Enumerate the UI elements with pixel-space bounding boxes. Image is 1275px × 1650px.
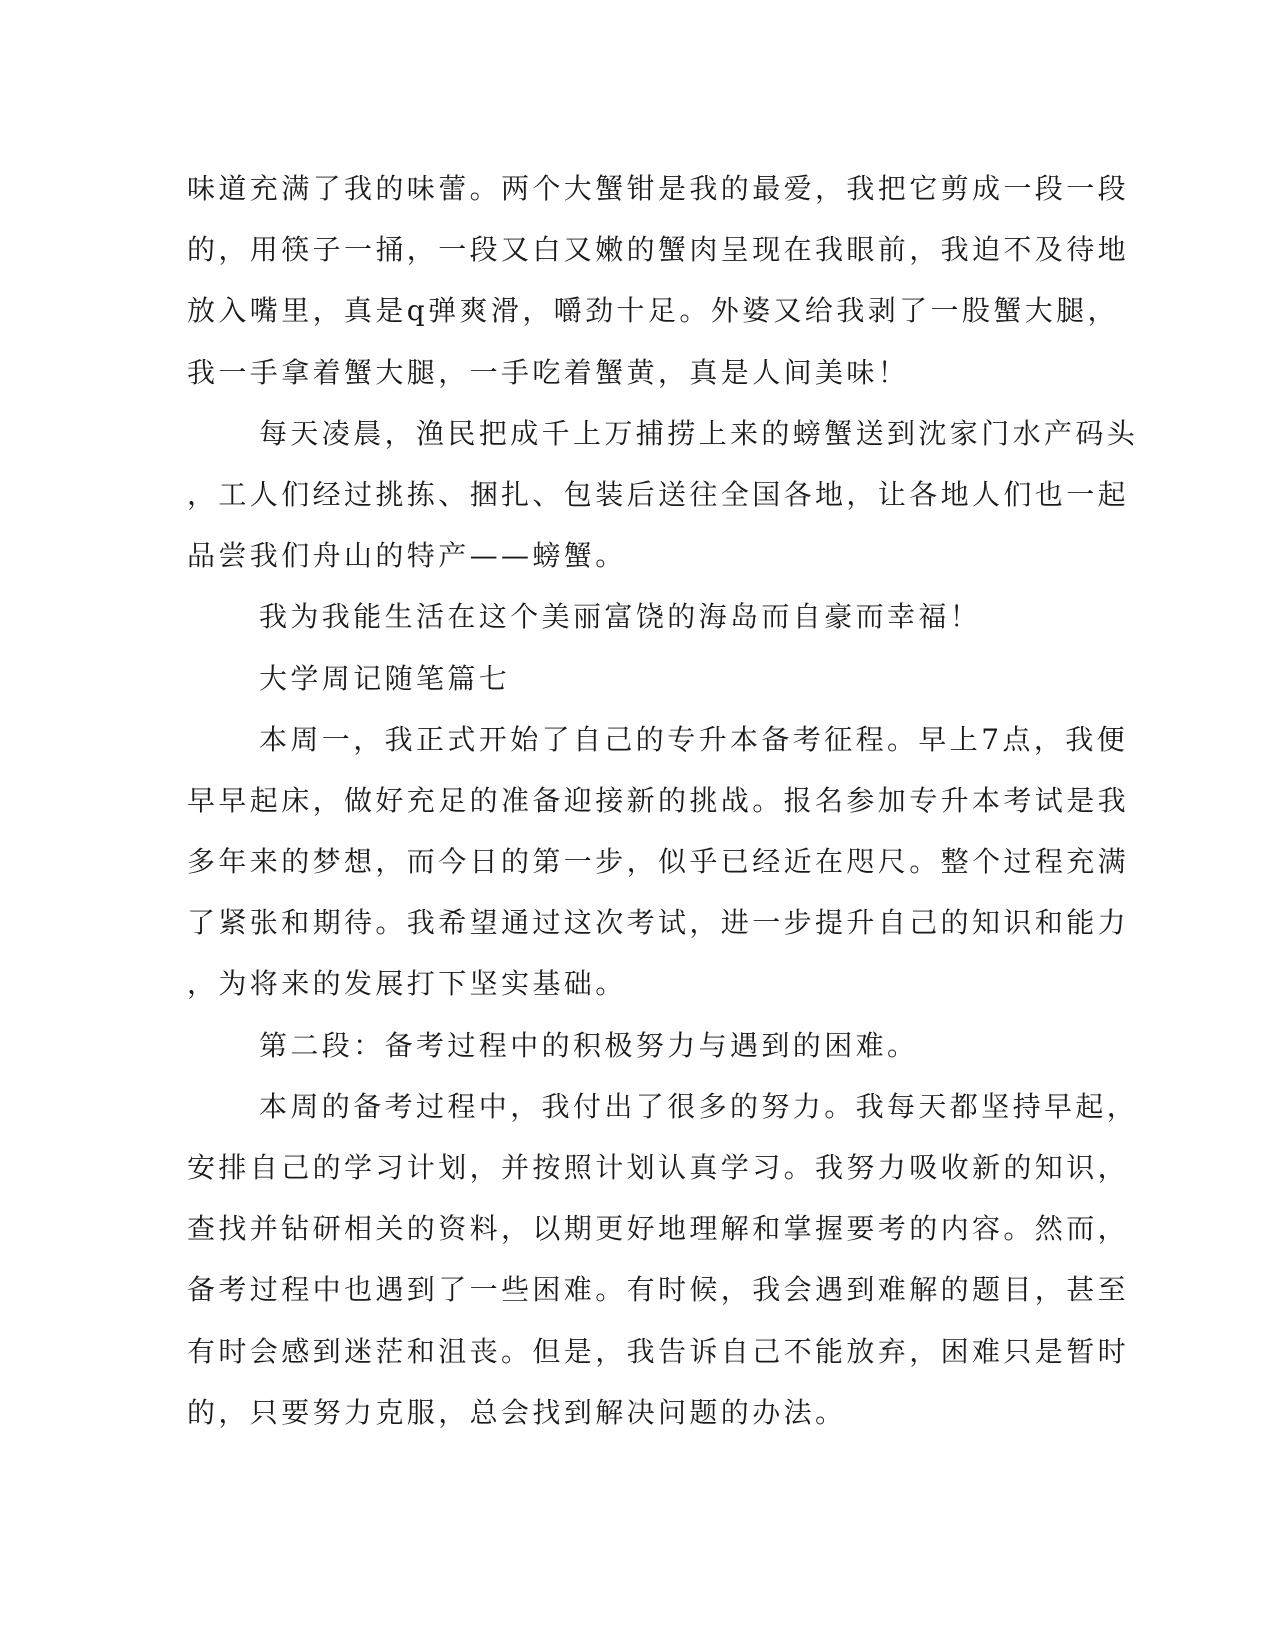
text-line: 安排自己的学习计划，并按照计划认真学习。我努力吸收新的知识， bbox=[187, 1151, 1130, 1184]
text-line: 放入嘴里，真是q弹爽滑，嚼劲十足。外婆又给我剥了一股蟹大腿， bbox=[187, 294, 1119, 328]
text-line: 了紧张和期待。我希望通过这次考试，进一步提升自己的知识和能力 bbox=[187, 906, 1130, 940]
text-line: 每天凌晨，渔民把成千上万捕捞上来的螃蟹送到沈家门水产码头 bbox=[259, 416, 1139, 450]
text-line: 我为我能生活在这个美丽富饶的海岛而自豪而幸福！ bbox=[259, 600, 982, 634]
text-line: 查找并钻研相关的资料，以期更好地理解和掌握要考的内容。然而， bbox=[187, 1212, 1130, 1246]
text-line: 味道充满了我的味蕾。两个大蟹钳是我的最爱，我把它剪成一段一段 bbox=[187, 172, 1130, 205]
text-line: 多年来的梦想，而今日的第一步，似乎已经近在咫尺。整个过程充满 bbox=[187, 845, 1130, 879]
text-line: ，为将来的发展打下坚实基础。 bbox=[187, 967, 627, 1001]
text-line: 第二段：备考过程中的积极努力与遇到的困难。 bbox=[259, 1028, 919, 1062]
text-line: 的，只要努力克服，总会找到解决问题的办法。 bbox=[187, 1395, 847, 1429]
text-line: 备考过程中也遇到了一些困难。有时候，我会遇到难解的题目，甚至 bbox=[187, 1273, 1130, 1307]
text-line: 本周一，我正式开始了自己的专升本备考征程。早上7点，我便 bbox=[259, 722, 1129, 756]
text-line: 的，用筷子一捅，一段又白又嫩的蟹肉呈现在我眼前，我迫不及待地 bbox=[187, 233, 1130, 267]
text-line: 本周的备考过程中，我付出了很多的努力。我每天都坚持早起， bbox=[259, 1089, 1139, 1123]
text-line: 品尝我们舟山的特产——螃蟹。 bbox=[187, 539, 627, 573]
text-line: 早早起床，做好充足的准备迎接新的挑战。报名参加专升本考试是我 bbox=[187, 783, 1130, 817]
text-line: 有时会感到迷茫和沮丧。但是，我告诉自己不能放弃，困难只是暂时 bbox=[187, 1334, 1130, 1368]
document-body bbox=[187, 158, 1139, 1443]
text-line: 我一手拿着蟹大腿，一手吃着蟹黄，真是人间美味！ bbox=[187, 355, 910, 389]
text-line: 大学周记随笔篇七 bbox=[259, 661, 511, 695]
text-line: ，工人们经过挑拣、捆扎、包装后送往全国各地，让各地人们也一起 bbox=[187, 477, 1130, 511]
